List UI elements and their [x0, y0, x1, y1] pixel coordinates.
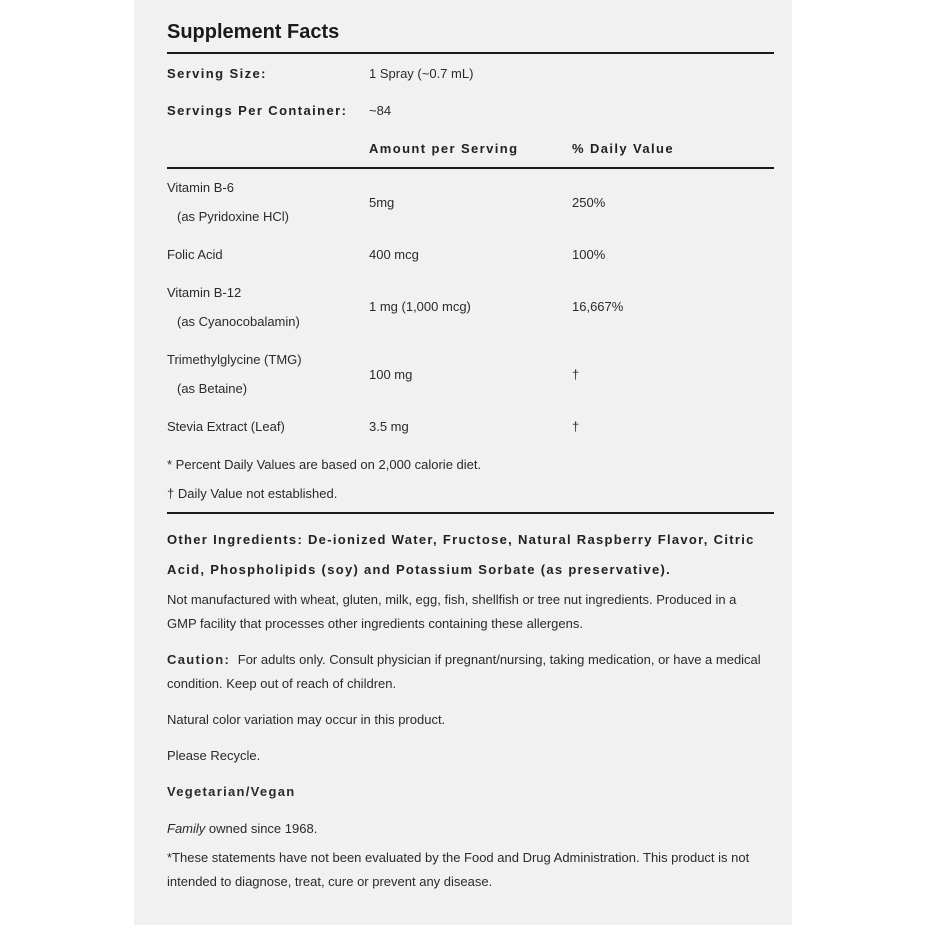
nutrient-daily-value: 250% [572, 195, 606, 210]
daily-value-header: % Daily Value [572, 141, 675, 156]
family-owned-note [167, 817, 767, 841]
nutrient-daily-value: 16,667% [572, 299, 624, 314]
nutrient-daily-value: 100% [572, 247, 606, 262]
header-divider [167, 167, 774, 169]
percent-daily-value-footnote: * Percent Daily Values are based on 2,000 calorie diet. [167, 457, 482, 472]
footnote-divider [167, 512, 774, 514]
nutrient-name: Folic Acid [167, 247, 223, 262]
nutrient-source: (as Betaine) [177, 381, 248, 396]
nutrient-source: (as Cyanocobalamin) [177, 314, 300, 329]
caution-text: For adults only. Consult physician if pregnant/nursing, taking medication, or have a medical condition. Keep out of reach of children. [167, 652, 761, 691]
dagger-footnote: † Daily Value not established. [167, 486, 338, 501]
nutrient-daily-value: † [572, 367, 580, 382]
amount-per-serving-header: Amount per Serving [369, 141, 519, 156]
nutrient-daily-value: † [572, 419, 580, 434]
allergen-note: Not manufactured with wheat, gluten, milk, egg, fish, shellfish or tree nut ingredients. Produced in a GMP facility that processes other ingredients containing these allergens. [167, 592, 737, 631]
caution-label: Caution: [167, 652, 231, 667]
nutrient-name: Stevia Extract (Leaf) [167, 419, 285, 434]
caution-statement [167, 648, 767, 696]
color-variation-note: Natural color variation may occur in this product. [167, 712, 446, 727]
servings-per-container-label: Servings Per Container: [167, 103, 348, 118]
nutrient-name: Vitamin B-6 [167, 180, 234, 195]
title-divider [167, 52, 774, 54]
recycle-note: Please Recycle. [167, 748, 261, 763]
serving-size-label: Serving Size: [167, 66, 267, 81]
nutrient-amount: 400 mcg [369, 247, 419, 262]
supplement-facts-panel [134, 0, 792, 925]
nutrient-amount: 3.5 mg [369, 419, 409, 434]
fda-disclaimer: *These statements have not been evaluated by the Food and Drug Administration. This product is not intended to diagnose, treat, cure or prevent any disease. [167, 850, 750, 889]
vegetarian-vegan-label: Vegetarian/Vegan [167, 784, 296, 799]
serving-size-value: 1 Spray (~0.7 mL) [369, 66, 474, 81]
page-title: Supplement Facts [167, 21, 340, 43]
family-owned-rest: owned since 1968. [205, 821, 318, 836]
nutrient-amount: 5mg [369, 195, 395, 210]
nutrient-name: Trimethylglycine (TMG) [167, 352, 302, 367]
nutrient-name: Vitamin B-12 [167, 285, 242, 300]
other-ingredients: Other Ingredients: De-ionized Water, Fructose, Natural Raspberry Flavor, Citric Acid, Phospholipids (soy) and Potassium Sorbate (as preservative). [167, 532, 755, 577]
nutrient-amount: 100 mg [369, 367, 413, 382]
family-word: Family [167, 821, 206, 836]
servings-per-container-value: ~84 [369, 103, 392, 118]
nutrient-source: (as Pyridoxine HCl) [177, 209, 289, 224]
nutrient-amount: 1 mg (1,000 mcg) [369, 299, 471, 314]
